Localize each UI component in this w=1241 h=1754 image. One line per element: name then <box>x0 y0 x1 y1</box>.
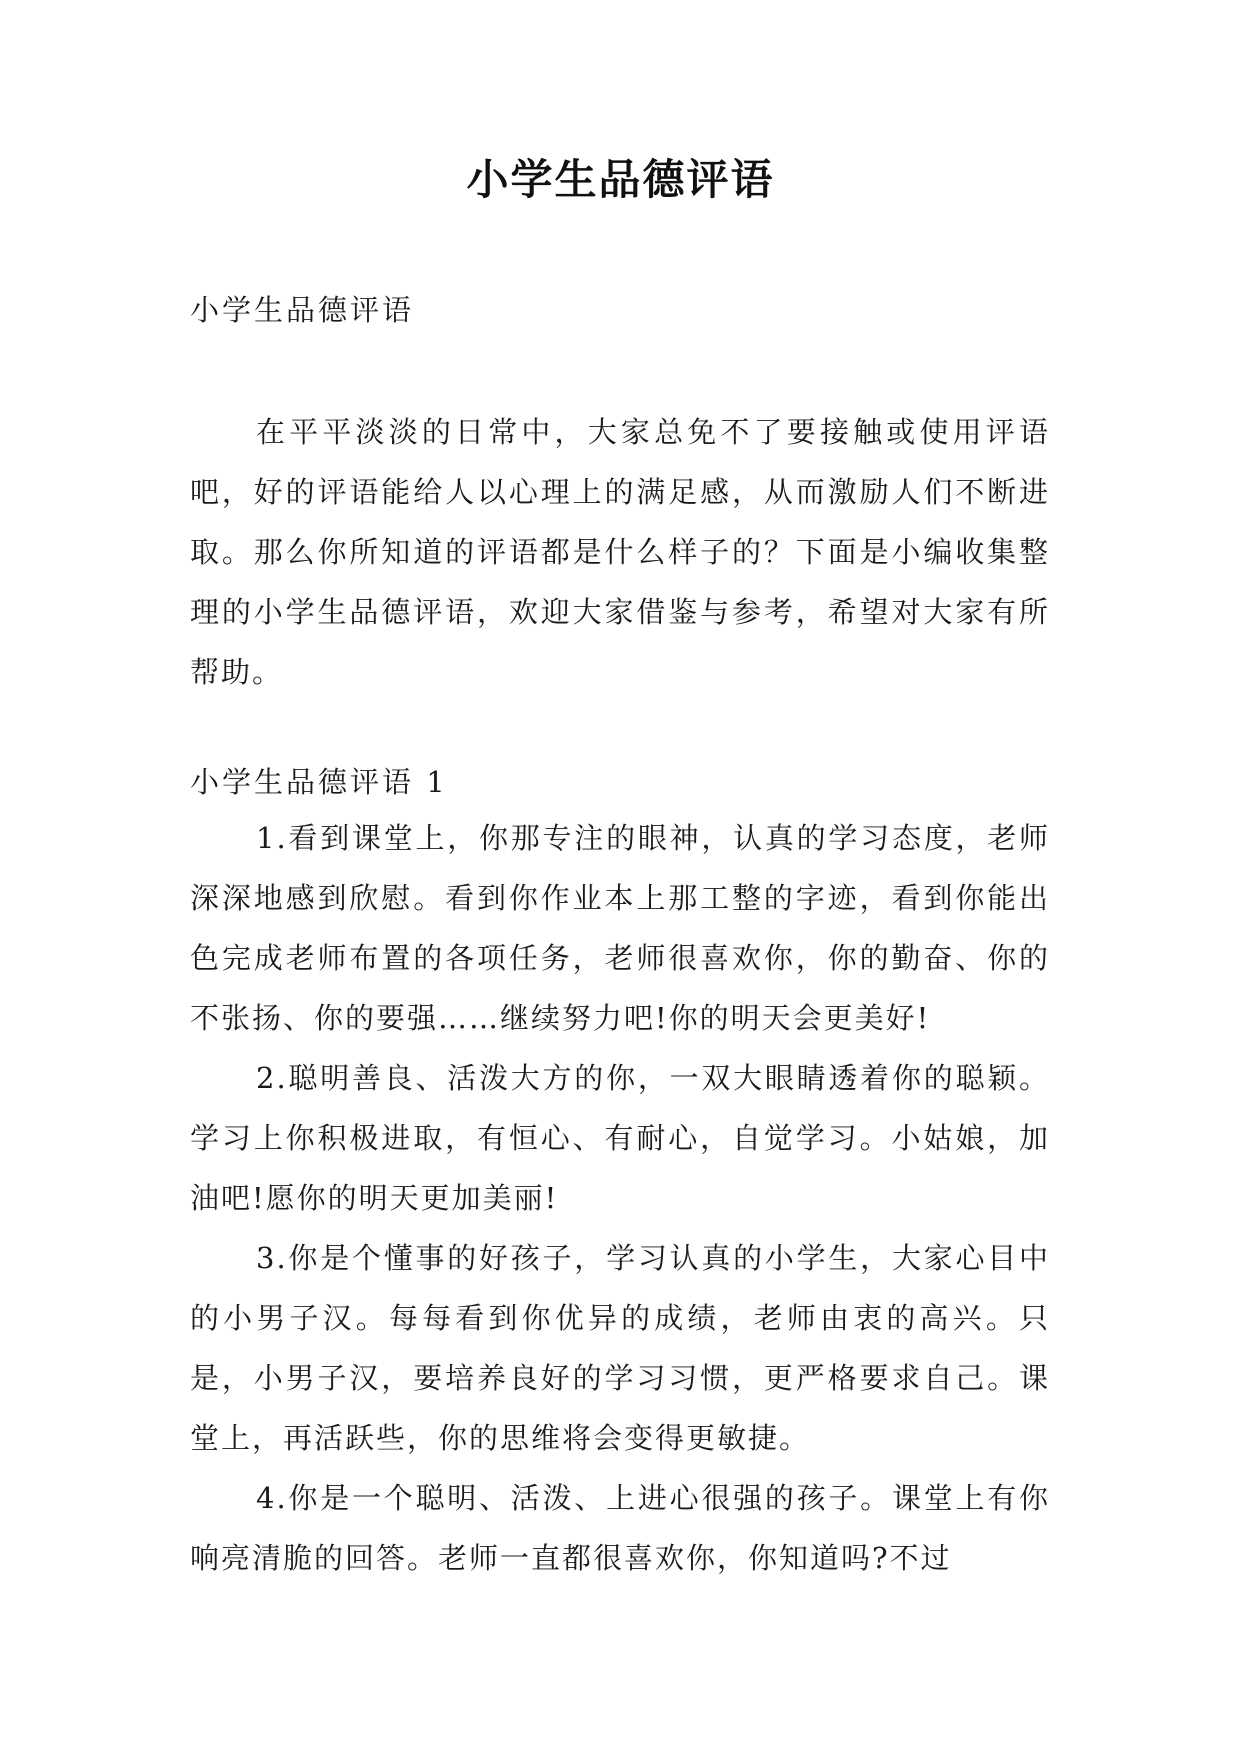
section-heading: 小学生品德评语 1 <box>190 765 448 799</box>
list-item: 2.聪明善良、活泼大方的你，一双大眼睛透着你的聪颖。学习上你积极进取，有恒心、有耐心，自觉学习。小姑娘，加油吧!愿你的明天更加美丽! <box>190 1061 1050 1215</box>
intro-paragraph: 在平平淡淡的日常中，大家总免不了要接触或使用评语吧，好的评语能给人以心理上的满足感，从而激励人们不断进取。那么你所知道的评语都是什么样子的？下面是小编收集整理的小学生品德评语，欢迎大家借鉴与参考，希望对大家有所帮助。 <box>190 415 1050 689</box>
list-item: 1.看到课堂上，你那专注的眼神，认真的学习态度，老师深深地感到欣慰。看到你作业本上那工整的字迹，看到你能出色完成老师布置的各项任务，老师很喜欢你，你的勤奋、你的不张扬、你的要强……继续努力吧!你的明天会更美好! <box>190 821 1050 1035</box>
document-subtitle: 小学生品德评语 <box>190 293 415 327</box>
document-title: 小学生品德评语 <box>466 155 775 204</box>
list-item: 3.你是个懂事的好孩子，学习认真的小学生，大家心目中的小男子汉。每每看到你优异的成绩，老师由衷的高兴。只是，小男子汉，要培养良好的学习习惯，更严格要求自己。课堂上，再活跃些，你的思维将会变得更敏捷。 <box>190 1241 1050 1455</box>
list-item: 4.你是一个聪明、活泼、上进心很强的孩子。课堂上有你响亮清脆的回答。老师一直都很喜欢你，你知道吗?不过 <box>190 1481 1050 1575</box>
